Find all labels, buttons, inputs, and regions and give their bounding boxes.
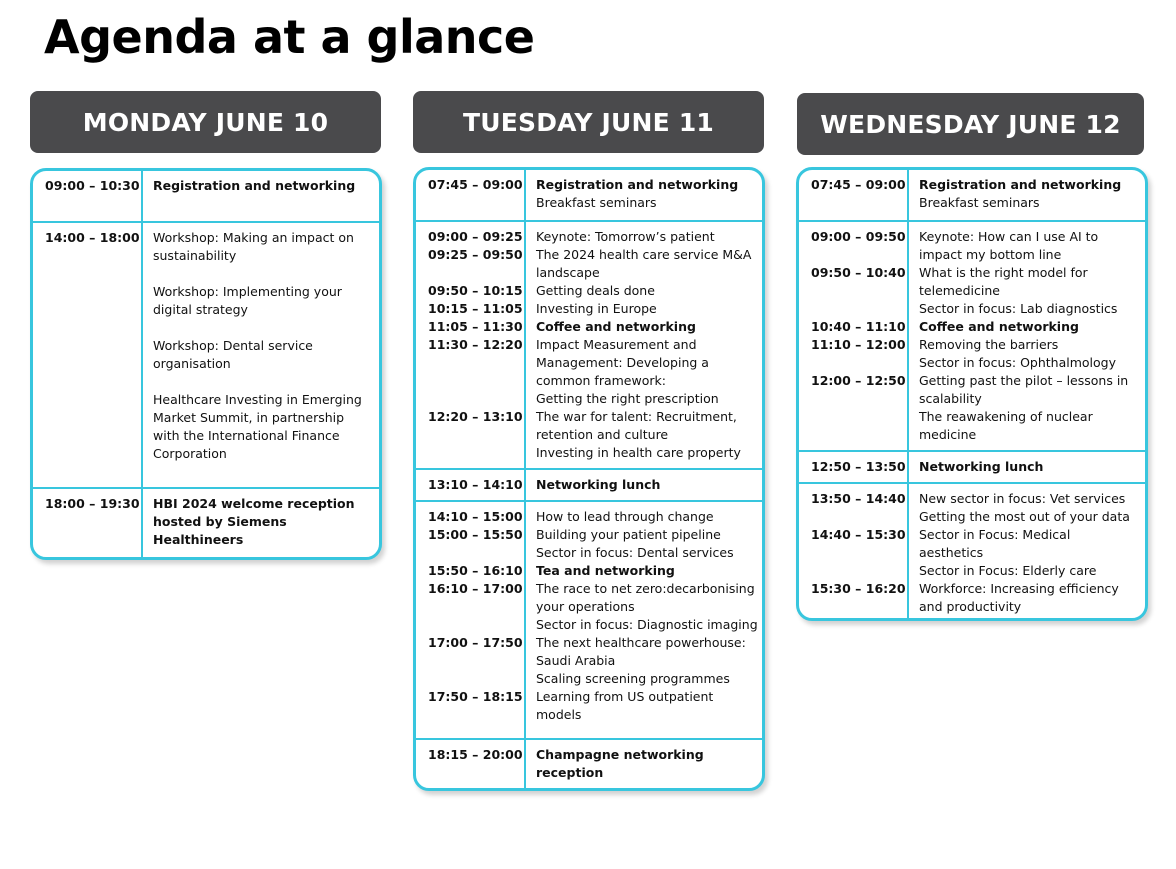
time-column — [799, 170, 909, 220]
event-item: Sector in Focus: Medical — [919, 527, 1071, 542]
schedule-row — [33, 489, 379, 557]
schedule-row — [416, 170, 762, 222]
time-column — [799, 452, 909, 482]
time-slot: 16:10 – 17:00 — [428, 581, 523, 596]
time-slot: 11:10 – 12:00 — [811, 337, 906, 352]
event-item: Sector in focus: Diagnostic imaging — [536, 617, 758, 632]
event-item: Sector in focus: Ophthalmology — [919, 355, 1116, 370]
event-item: Networking lunch — [536, 477, 661, 492]
event-item: Registration and networking — [919, 177, 1122, 192]
event-item: Workshop: Dental service organisation — [153, 338, 313, 371]
event-item: Registration and networking — [153, 178, 356, 193]
event-item: Getting the most out of your data — [919, 509, 1130, 524]
time-slot: 11:05 – 11:30 — [428, 319, 523, 334]
schedule-row — [33, 223, 379, 489]
event-item: scalability — [919, 391, 982, 406]
event-item: Management: Developing a — [536, 355, 709, 370]
event-item: Breakfast seminars — [919, 195, 1040, 210]
event-item: The reawakening of nuclear — [919, 409, 1093, 424]
monday-schedule — [30, 168, 382, 560]
tuesday-header: TUESDAY JUNE 11 — [413, 91, 764, 153]
event-item: landscape — [536, 265, 600, 280]
event-item: Getting the right prescription — [536, 391, 719, 406]
schedule-row — [799, 222, 1145, 452]
event-item: Investing in Europe — [536, 301, 657, 316]
time-slot: 07:45 – 09:00 — [811, 177, 906, 192]
time-slot: 13:50 – 14:40 — [811, 491, 906, 506]
event-item: Getting past the pilot – lessons in — [919, 373, 1129, 388]
time-column — [33, 223, 143, 487]
event-item: Workshop: Implementing your digital strategy — [153, 284, 342, 317]
time-slot: 15:00 – 15:50 — [428, 527, 523, 542]
time-slot: 09:50 – 10:40 — [811, 265, 906, 280]
time-slot: 17:50 – 18:15 — [428, 689, 523, 704]
event-item: Workshop: Making an impact on sustainability — [153, 230, 354, 263]
time-slot: 15:50 – 16:10 — [428, 563, 523, 578]
time-column — [799, 484, 909, 618]
schedule-row — [799, 452, 1145, 484]
time-column — [799, 222, 909, 450]
time-column — [416, 740, 526, 788]
event-item: your operations — [536, 599, 635, 614]
event-item: Learning from US outpatient — [536, 689, 714, 704]
time-slot: 18:15 – 20:00 — [428, 747, 523, 762]
event-item: The next healthcare powerhouse: — [536, 635, 746, 650]
tuesday-schedule — [413, 167, 765, 791]
time-column — [33, 171, 143, 221]
event-item: Workforce: Increasing efficiency — [919, 581, 1119, 596]
event-item: common framework: — [536, 373, 666, 388]
time-column — [33, 489, 143, 557]
monday-header: MONDAY JUNE 10 — [30, 91, 381, 153]
time-slot: 10:15 – 11:05 — [428, 301, 523, 316]
event-item: Impact Measurement and — [536, 337, 697, 352]
event-item: Registration and networking — [536, 177, 739, 192]
event-item: Coffee and networking — [919, 319, 1079, 334]
event-item: Networking lunch — [919, 459, 1044, 474]
time-slot: 09:25 – 09:50 — [428, 247, 523, 262]
event-item: The 2024 health care service M&A — [536, 247, 752, 262]
time-slot: 09:00 – 10:30 — [45, 178, 140, 193]
event-item: Coffee and networking — [536, 319, 696, 334]
event-item: aesthetics — [919, 545, 984, 560]
event-item: Sector in Focus: Elderly care — [919, 563, 1097, 578]
event-item: retention and culture — [536, 427, 669, 442]
time-column — [416, 502, 526, 738]
time-slot: 09:00 – 09:25 — [428, 229, 523, 244]
time-slot: 14:40 – 15:30 — [811, 527, 906, 542]
event-item: Sector in focus: Lab diagnostics — [919, 301, 1118, 316]
time-slot: 18:00 – 19:30 — [45, 496, 140, 511]
event-item: models — [536, 707, 582, 722]
schedule-row — [416, 740, 762, 788]
time-slot: 15:30 – 16:20 — [811, 581, 906, 596]
event-item: and productivity — [919, 599, 1022, 614]
schedule-row — [416, 222, 762, 470]
schedule-row — [33, 171, 379, 223]
event-column — [526, 170, 762, 220]
time-slot: 12:20 – 13:10 — [428, 409, 523, 424]
time-slot: 09:00 – 09:50 — [811, 229, 906, 244]
event-item: Healthcare Investing in Emerging Market Summit, in partnership with the International Finance Corporation — [153, 392, 362, 461]
event-column — [909, 222, 1145, 450]
event-column — [909, 484, 1145, 618]
event-column — [143, 171, 379, 221]
event-item: Keynote: Tomorrow’s patient — [536, 229, 715, 244]
event-item: Scaling screening programmes — [536, 671, 730, 686]
schedule-row — [799, 484, 1145, 618]
event-item: telemedicine — [919, 283, 1000, 298]
event-column — [526, 740, 762, 788]
event-column — [526, 222, 762, 468]
time-column — [416, 222, 526, 468]
event-item: The race to net zero:decarbonising — [536, 581, 755, 596]
wednesday-schedule — [796, 167, 1148, 621]
time-slot: 11:30 – 12:20 — [428, 337, 523, 352]
event-item: Getting deals done — [536, 283, 655, 298]
event-item: Breakfast seminars — [536, 195, 657, 210]
time-slot: 12:50 – 13:50 — [811, 459, 906, 474]
event-item: How to lead through change — [536, 509, 714, 524]
event-item: Investing in health care property — [536, 445, 741, 460]
event-item: medicine — [919, 427, 977, 442]
time-slot: 17:00 – 17:50 — [428, 635, 523, 650]
event-column — [143, 223, 379, 487]
time-slot: 07:45 – 09:00 — [428, 177, 523, 192]
schedule-row — [799, 170, 1145, 222]
event-item: Champagne networking reception — [536, 747, 704, 780]
event-item: What is the right model for — [919, 265, 1088, 280]
event-item: Removing the barriers — [919, 337, 1059, 352]
event-item: Building your patient pipeline — [536, 527, 721, 542]
event-item: New sector in focus: Vet services — [919, 491, 1126, 506]
time-slot: 14:00 – 18:00 — [45, 230, 140, 245]
event-item: Sector in focus: Dental services — [536, 545, 734, 560]
time-column — [416, 470, 526, 500]
time-slot: 13:10 – 14:10 — [428, 477, 523, 492]
page-title: Agenda at a glance — [44, 10, 535, 64]
event-item: Tea and networking — [536, 563, 675, 578]
schedule-row — [416, 470, 762, 502]
event-column — [909, 452, 1145, 482]
time-slot: 14:10 – 15:00 — [428, 509, 523, 524]
time-column — [416, 170, 526, 220]
event-item: Saudi Arabia — [536, 653, 616, 668]
event-item: HBI 2024 welcome reception hosted by Siemens Healthineers — [153, 496, 355, 547]
event-column — [143, 489, 379, 557]
time-slot: 10:40 – 11:10 — [811, 319, 906, 334]
event-column — [526, 470, 762, 500]
schedule-row — [416, 502, 762, 740]
event-column — [526, 502, 764, 738]
event-column — [909, 170, 1145, 220]
event-item: impact my bottom line — [919, 247, 1062, 262]
event-item: The war for talent: Recruitment, — [536, 409, 737, 424]
time-slot: 12:00 – 12:50 — [811, 373, 906, 388]
time-slot: 09:50 – 10:15 — [428, 283, 523, 298]
wednesday-header: WEDNESDAY JUNE 12 — [797, 93, 1144, 155]
event-item: Keynote: How can I use AI to — [919, 229, 1099, 244]
